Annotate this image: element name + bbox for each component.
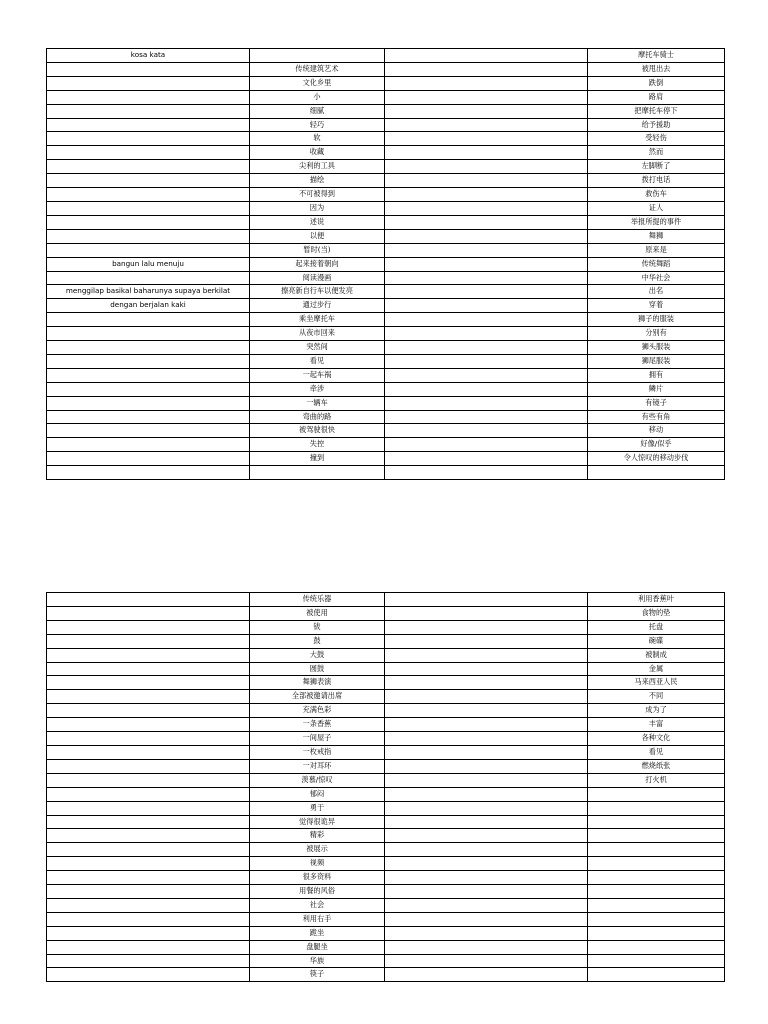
table-cell (47, 341, 250, 355)
table-cell (385, 634, 588, 648)
table-cell: 拨打电话 (588, 174, 725, 188)
table-cell: 视频 (250, 857, 385, 871)
table-cell: 分别有 (588, 327, 725, 341)
table-cell: 鼓 (250, 634, 385, 648)
table-cell: 狮尾服装 (588, 354, 725, 368)
table-cell (385, 912, 588, 926)
table-row (47, 188, 725, 202)
table-cell (385, 745, 588, 759)
table-cell (588, 466, 725, 480)
table-row (47, 718, 725, 732)
table-cell (385, 940, 588, 954)
table-cell: 路肩 (588, 90, 725, 104)
table-cell: 被驾驶很快 (250, 424, 385, 438)
table-cell: 成为了 (588, 704, 725, 718)
table-cell (588, 926, 725, 940)
table-cell: 牵涉 (250, 382, 385, 396)
table-cell: 舞狮 (588, 229, 725, 243)
table-cell (385, 662, 588, 676)
table-row (47, 773, 725, 787)
table-row (47, 452, 725, 466)
table-cell (385, 76, 588, 90)
table-cell: 因为 (250, 201, 385, 215)
table-row (47, 285, 725, 299)
table-cell: 然而 (588, 146, 725, 160)
table-cell (385, 773, 588, 787)
table-row (47, 215, 725, 229)
table-cell (47, 815, 250, 829)
table-cell (47, 118, 250, 132)
table-cell: 述说 (250, 215, 385, 229)
table-cell (47, 466, 250, 480)
table-cell: 很多资料 (250, 871, 385, 885)
table-cell (47, 620, 250, 634)
table-cell: 舞狮表演 (250, 676, 385, 690)
table-cell (47, 704, 250, 718)
table-cell: 突然间 (250, 341, 385, 355)
table-row (47, 634, 725, 648)
table-cell (250, 466, 385, 480)
table-row (47, 327, 725, 341)
table-cell: 被制成 (588, 648, 725, 662)
table-row (47, 368, 725, 382)
table-cell: 传统建筑艺术 (250, 62, 385, 76)
table-cell (385, 410, 588, 424)
table-cell (47, 940, 250, 954)
table-cell (47, 368, 250, 382)
table-cell (47, 634, 250, 648)
table-cell (385, 382, 588, 396)
table-cell (385, 787, 588, 801)
table-row (47, 954, 725, 968)
table-cell (47, 396, 250, 410)
table-cell (385, 926, 588, 940)
table-cell (47, 676, 250, 690)
table-cell: 丰富 (588, 718, 725, 732)
table-cell (385, 690, 588, 704)
table-cell: kosa kata (47, 49, 250, 63)
table-cell (47, 104, 250, 118)
table-cell (47, 759, 250, 773)
table-row (47, 662, 725, 676)
table-cell (47, 188, 250, 202)
table-cell (385, 118, 588, 132)
table-row (47, 76, 725, 90)
table-cell (385, 606, 588, 620)
table-cell (47, 954, 250, 968)
table-cell (588, 968, 725, 982)
table-cell: 看见 (588, 745, 725, 759)
table-cell (47, 968, 250, 982)
table-cell: 收藏 (250, 146, 385, 160)
table-cell (385, 368, 588, 382)
table-cell (47, 871, 250, 885)
table-cell: 狮子的服装 (588, 313, 725, 327)
table-row (47, 49, 725, 63)
table-row (47, 382, 725, 396)
table-cell: 不可被得到 (250, 188, 385, 202)
table-cell: 通过步行 (250, 299, 385, 313)
table-cell (47, 593, 250, 607)
table-cell: 描绘 (250, 174, 385, 188)
table-cell (385, 215, 588, 229)
table-cell: 食物的垫 (588, 606, 725, 620)
table-cell: 失控 (250, 438, 385, 452)
table-cell (47, 410, 250, 424)
table-cell (385, 396, 588, 410)
table-cell: 钹 (250, 620, 385, 634)
table-row (47, 787, 725, 801)
table-row (47, 341, 725, 355)
table-cell: 受轻伤 (588, 132, 725, 146)
table-row (47, 313, 725, 327)
table-cell (385, 452, 588, 466)
table-cell (588, 940, 725, 954)
table-cell (47, 438, 250, 452)
vocabulary-table-2 (46, 592, 725, 982)
table-cell: 羡慕/惊叹 (250, 773, 385, 787)
table-cell: 好像/似乎 (588, 438, 725, 452)
table-cell: 以便 (250, 229, 385, 243)
table-cell (385, 62, 588, 76)
table-cell: 从夜市回来 (250, 327, 385, 341)
table-cell (47, 229, 250, 243)
table-cell (385, 593, 588, 607)
table-cell: 各种文化 (588, 732, 725, 746)
table-cell: 被甩出去 (588, 62, 725, 76)
table-cell (385, 201, 588, 215)
table-cell (385, 424, 588, 438)
table-cell (47, 62, 250, 76)
table-cell: 出名 (588, 285, 725, 299)
table-cell (47, 829, 250, 843)
table-cell: 把摩托车停下 (588, 104, 725, 118)
table-cell: 社会 (250, 898, 385, 912)
table-cell: 金属 (588, 662, 725, 676)
table-cell (47, 132, 250, 146)
table-cell: 尖利的工具 (250, 160, 385, 174)
table-cell: 勇于 (250, 801, 385, 815)
table-cell: 暂时(当) (250, 243, 385, 257)
table-cell: 传统舞蹈 (588, 257, 725, 271)
table-cell (588, 801, 725, 815)
table-cell: 大鼓 (250, 648, 385, 662)
table-cell: 一对耳环 (250, 759, 385, 773)
table-cell (47, 174, 250, 188)
table-cell: 穿着 (588, 299, 725, 313)
table-cell: 跪坐 (250, 926, 385, 940)
table-cell: 郁闷 (250, 787, 385, 801)
table-cell (385, 759, 588, 773)
table-cell: 利用香蕉叶 (588, 593, 725, 607)
table-cell: 证人 (588, 201, 725, 215)
table-row (47, 857, 725, 871)
table-cell (47, 690, 250, 704)
table-row (47, 648, 725, 662)
table-cell: 乘坐摩托车 (250, 313, 385, 327)
table-cell (385, 271, 588, 285)
table-cell (47, 382, 250, 396)
table-cell (385, 327, 588, 341)
table-cell (47, 773, 250, 787)
table-cell: 传统乐器 (250, 593, 385, 607)
table-cell: 移动 (588, 424, 725, 438)
table-cell (588, 885, 725, 899)
table-cell (385, 704, 588, 718)
table-cell (588, 857, 725, 871)
table-cell (47, 452, 250, 466)
table-cell (47, 313, 250, 327)
table-cell: 左脚断了 (588, 160, 725, 174)
table-cell: 打火机 (588, 773, 725, 787)
table-row (47, 690, 725, 704)
table-cell (250, 49, 385, 63)
table-cell (385, 732, 588, 746)
table-cell: 利用右手 (250, 912, 385, 926)
table-row (47, 676, 725, 690)
table-cell (385, 871, 588, 885)
table-cell (385, 174, 588, 188)
table-row (47, 396, 725, 410)
table-cell: 阅读漫画 (250, 271, 385, 285)
table-row (47, 201, 725, 215)
table-cell (385, 843, 588, 857)
table-row (47, 354, 725, 368)
table-cell: 觉得很诡异 (250, 815, 385, 829)
table-cell: 不同 (588, 690, 725, 704)
table-cell (385, 718, 588, 732)
table-cell (588, 871, 725, 885)
table-cell (385, 898, 588, 912)
table-cell (385, 160, 588, 174)
table-row (47, 243, 725, 257)
table-cell: 原来是 (588, 243, 725, 257)
table-cell: 盘腿坐 (250, 940, 385, 954)
table-cell (47, 843, 250, 857)
table-row (47, 704, 725, 718)
table-cell (385, 354, 588, 368)
table-cell (385, 257, 588, 271)
table-row (47, 62, 725, 76)
table-cell (385, 885, 588, 899)
vocabulary-table-1 (46, 48, 725, 480)
table-cell (588, 843, 725, 857)
table-cell: 拥有 (588, 368, 725, 382)
table-cell: 起来接着朝向 (250, 257, 385, 271)
table-cell (385, 968, 588, 982)
table-row (47, 229, 725, 243)
table-cell: 摩托车骑士 (588, 49, 725, 63)
table-cell (47, 718, 250, 732)
table-cell (47, 215, 250, 229)
table-cell: 小 (250, 90, 385, 104)
table-cell: 一起车祸 (250, 368, 385, 382)
table-row (47, 90, 725, 104)
table-cell (47, 90, 250, 104)
table-cell: 看见 (250, 354, 385, 368)
table-cell: bangun lalu menuju (47, 257, 250, 271)
table-cell: 被使用 (250, 606, 385, 620)
table-row (47, 968, 725, 982)
table-cell: 一间屋子 (250, 732, 385, 746)
table-cell (385, 146, 588, 160)
table-cell (385, 243, 588, 257)
table-row (47, 620, 725, 634)
table-cell (47, 606, 250, 620)
table-cell: 充满色彩 (250, 704, 385, 718)
table-cell: 鳞片 (588, 382, 725, 396)
table-cell: 华族 (250, 954, 385, 968)
table-cell (385, 676, 588, 690)
table-cell (47, 648, 250, 662)
table-cell (47, 201, 250, 215)
table-cell: 举报所提的事件 (588, 215, 725, 229)
table-cell: 擦亮新自行车以便发亮 (250, 285, 385, 299)
table-cell (47, 146, 250, 160)
table-cell (385, 299, 588, 313)
table-cell (385, 132, 588, 146)
table-cell (47, 354, 250, 368)
table-cell (385, 188, 588, 202)
table-row (47, 424, 725, 438)
table-cell: 救伤车 (588, 188, 725, 202)
table-cell: 弯曲的路 (250, 410, 385, 424)
table-row (47, 732, 725, 746)
table-cell: 有镜子 (588, 396, 725, 410)
table-cell: dengan berjalan kaki (47, 299, 250, 313)
table-cell (47, 662, 250, 676)
table-row (47, 132, 725, 146)
table-cell (588, 954, 725, 968)
table-cell: 全部被邀请出席 (250, 690, 385, 704)
table-cell (385, 49, 588, 63)
table-cell (385, 648, 588, 662)
table-cell: 有些有角 (588, 410, 725, 424)
table-cell: 给予援助 (588, 118, 725, 132)
table-cell: 跌倒 (588, 76, 725, 90)
table-cell (47, 885, 250, 899)
table-row (47, 843, 725, 857)
table-cell: 筷子 (250, 968, 385, 982)
table-row (47, 438, 725, 452)
table-row (47, 160, 725, 174)
table-cell (385, 341, 588, 355)
table-cell (385, 801, 588, 815)
table-cell (385, 829, 588, 843)
table-1-body (47, 49, 725, 480)
table-row (47, 759, 725, 773)
table-row (47, 466, 725, 480)
table-cell (385, 90, 588, 104)
table-cell: 碗碟 (588, 634, 725, 648)
table-row (47, 926, 725, 940)
table-row (47, 271, 725, 285)
table-cell (47, 424, 250, 438)
table-cell: 细腻 (250, 104, 385, 118)
table-row (47, 912, 725, 926)
table-cell: 一枚戒指 (250, 745, 385, 759)
table-cell (385, 857, 588, 871)
table-cell (385, 620, 588, 634)
table-row (47, 299, 725, 313)
table-cell (588, 898, 725, 912)
table-cell: 狮头服装 (588, 341, 725, 355)
table-cell: 用餐的风俗 (250, 885, 385, 899)
table-row (47, 898, 725, 912)
table-row (47, 815, 725, 829)
table-row (47, 940, 725, 954)
table-cell: 马来西亚人民 (588, 676, 725, 690)
table-cell: 文化乡里 (250, 76, 385, 90)
table-row (47, 871, 725, 885)
table-cell: 燃烧纸张 (588, 759, 725, 773)
table-2-body (47, 593, 725, 982)
table-cell (588, 912, 725, 926)
table-cell: 一条香蕉 (250, 718, 385, 732)
table-row (47, 593, 725, 607)
table-row (47, 801, 725, 815)
table-cell (47, 160, 250, 174)
table-cell (385, 438, 588, 452)
table-cell: 被展示 (250, 843, 385, 857)
table-row (47, 745, 725, 759)
table-cell (385, 104, 588, 118)
table-cell (385, 466, 588, 480)
table-cell (47, 243, 250, 257)
table-cell: 轻巧 (250, 118, 385, 132)
table-cell: 令人惊叹的移动步伐 (588, 452, 725, 466)
table-cell (47, 732, 250, 746)
table-cell (47, 898, 250, 912)
table-cell (588, 787, 725, 801)
table-row (47, 410, 725, 424)
table-cell: 托盘 (588, 620, 725, 634)
table-cell (47, 745, 250, 759)
table-cell (47, 327, 250, 341)
table-cell (385, 285, 588, 299)
table-cell (385, 229, 588, 243)
table-cell (385, 954, 588, 968)
table-cell (385, 313, 588, 327)
table-cell (47, 801, 250, 815)
table-cell (47, 76, 250, 90)
table-cell: 软 (250, 132, 385, 146)
table-cell (385, 815, 588, 829)
table-cell: menggilap basikal baharunya supaya berkilat (47, 285, 250, 299)
table-cell: 撞到 (250, 452, 385, 466)
table-cell: 精彩 (250, 829, 385, 843)
table-cell (47, 787, 250, 801)
table-row (47, 606, 725, 620)
table-cell (588, 815, 725, 829)
table-row (47, 257, 725, 271)
table-cell (47, 926, 250, 940)
table-cell (47, 857, 250, 871)
table-cell (588, 829, 725, 843)
table-cell (47, 912, 250, 926)
table-row (47, 146, 725, 160)
table-row (47, 174, 725, 188)
table-row (47, 104, 725, 118)
table-cell: 圆鼓 (250, 662, 385, 676)
table-cell (47, 271, 250, 285)
table-row (47, 885, 725, 899)
table-row (47, 118, 725, 132)
table-cell: 一辆车 (250, 396, 385, 410)
table-cell: 中华社会 (588, 271, 725, 285)
table-row (47, 829, 725, 843)
